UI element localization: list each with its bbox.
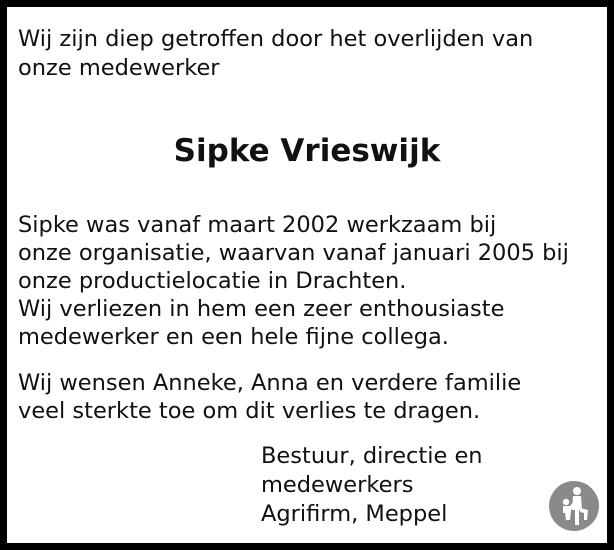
intro-text: [18, 25, 578, 83]
signature-line-3: Agrifirm, Meppel: [261, 501, 448, 527]
condolence-line-1: Wij wensen Anneke, Anna en verdere familie: [18, 370, 522, 396]
signature: [261, 442, 483, 529]
tribute-line-1: Sipke was vanaf maart 2002 werkzaam bij: [18, 212, 497, 238]
intro-line-1: Wij zijn diep getroffen door het overlijden van: [18, 26, 534, 52]
condolence-paragraph: [18, 369, 598, 425]
signature-line-1: Bestuur, directie en: [261, 443, 483, 469]
condolence-line-2: veel sterkte toe om dit verlies te dragen.: [18, 398, 481, 424]
tribute-line-2: onze organisatie, waarvan vanaf januari 2005 bij: [18, 240, 569, 266]
condolence-figures-icon: [548, 480, 600, 532]
intro-line-2: onze medewerker: [18, 55, 220, 81]
signature-line-2: medewerkers: [261, 472, 414, 498]
deceased-name: Sipke Vrieswijk: [173, 133, 441, 169]
tribute-paragraph: [18, 211, 598, 351]
tribute-line-3: onze productielocatie in Drachten.: [18, 268, 407, 294]
tribute-line-4: Wij verliezen in hem een zeer enthousiaste: [18, 296, 505, 322]
tribute-line-5: medewerker en een hele fijne collega.: [18, 324, 449, 350]
